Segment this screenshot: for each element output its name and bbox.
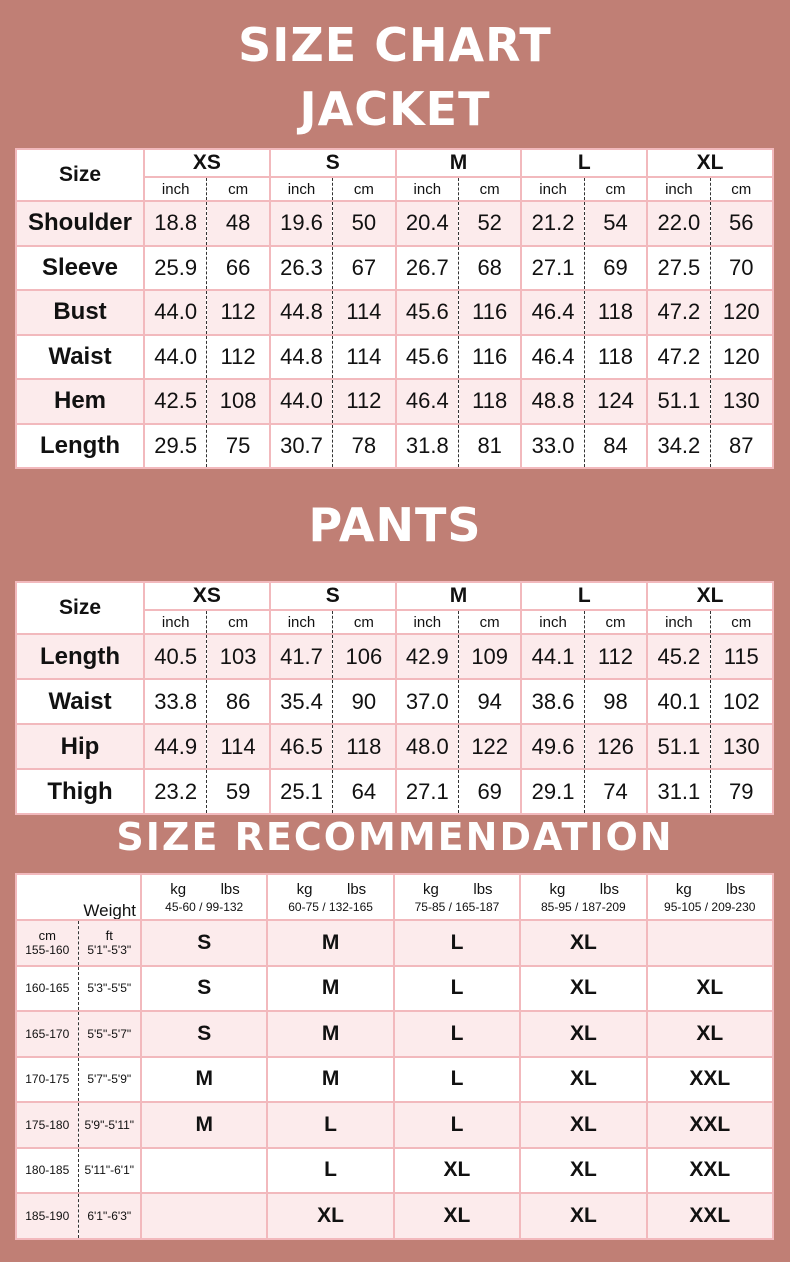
jacket-value-cell: 31.8 — [396, 424, 459, 469]
recommended-size: XL — [520, 1148, 646, 1194]
pants-row-waist — [16, 679, 773, 724]
recommended-size: L — [267, 1102, 393, 1148]
height-ft-cell — [78, 1102, 141, 1148]
rec-row — [16, 1011, 773, 1057]
pants-value-cell: 64 — [333, 769, 396, 814]
pants-value-cell: 59 — [207, 769, 270, 814]
jacket-value-cell: 120 — [710, 290, 773, 335]
size-recommendation-table — [15, 873, 774, 1240]
pants-measure-label: Length — [16, 634, 144, 679]
jacket-value-cell: 46.4 — [396, 379, 459, 424]
pants-value-cell: 45.2 — [647, 634, 710, 679]
jacket-measure-label: Length — [16, 424, 144, 469]
recommended-size: XL — [647, 966, 773, 1012]
weight-units — [268, 880, 392, 900]
height-ft-cell — [78, 1148, 141, 1194]
height-cm-cell — [16, 1148, 78, 1194]
jacket-value-cell: 26.7 — [396, 246, 459, 291]
jacket-value-cell: 42.5 — [144, 379, 207, 424]
recommendation-title: SIZE RECOMMENDATION — [116, 815, 674, 859]
jacket-row-sleeve — [16, 246, 773, 291]
pants-value-cell: 102 — [710, 679, 773, 724]
pants-value-cell: 115 — [710, 634, 773, 679]
jacket-value-cell: 112 — [207, 290, 270, 335]
pants-value-cell: 23.2 — [144, 769, 207, 814]
recommended-size: XL — [520, 920, 646, 966]
height-cm-range: 175-180 — [25, 1117, 70, 1132]
jacket-measure-label: Hem — [16, 379, 144, 424]
jacket-value-cell: 47.2 — [647, 335, 710, 380]
jacket-unit-cm: cm — [710, 177, 773, 201]
jacket-title: JACKET — [299, 82, 491, 136]
pants-value-cell: 130 — [710, 724, 773, 769]
recommended-size: L — [394, 920, 520, 966]
pants-value-cell: 44.9 — [144, 724, 207, 769]
pants-unit-cm: cm — [710, 610, 773, 634]
height-cm-cell — [16, 920, 78, 966]
weight-range-text: 95-105 / 209-230 — [664, 899, 756, 914]
jacket-value-cell: 21.2 — [521, 201, 584, 246]
recommended-size: M — [267, 966, 393, 1012]
jacket-value-cell: 78 — [333, 424, 396, 469]
height-cm-range: 155-160 — [25, 943, 70, 958]
pants-value-cell: 79 — [710, 769, 773, 814]
pants-value-cell: 40.1 — [647, 679, 710, 724]
pants-size-label: Size — [16, 582, 144, 634]
jacket-size-xl: XL — [647, 149, 773, 177]
pants-row-thigh — [16, 769, 773, 814]
jacket-size-label: Size — [16, 149, 144, 201]
pants-value-cell: 49.6 — [521, 724, 584, 769]
pants-size-l: L — [521, 582, 647, 610]
pants-value-cell: 31.1 — [647, 769, 710, 814]
pants-unit-cm: cm — [458, 610, 521, 634]
pants-unit-cm: cm — [207, 610, 270, 634]
pants-header-row — [16, 582, 773, 610]
height-cm-cell — [16, 1011, 78, 1057]
recommended-size — [647, 920, 773, 966]
weight-range-4 — [520, 874, 646, 920]
rec-row — [16, 1102, 773, 1148]
height-ft-range: 5'9"-5'11" — [84, 1117, 135, 1132]
rec-row — [16, 1193, 773, 1239]
jacket-value-cell: 34.2 — [647, 424, 710, 469]
jacket-value-cell: 47.2 — [647, 290, 710, 335]
weight-range-3 — [394, 874, 520, 920]
pants-value-cell: 42.9 — [396, 634, 459, 679]
jacket-unit-cm: cm — [458, 177, 521, 201]
recommended-size — [141, 1148, 267, 1194]
jacket-unit-cm: cm — [333, 177, 396, 201]
recommended-size: XL — [520, 1102, 646, 1148]
jacket-value-cell: 118 — [584, 335, 647, 380]
height-ft-range: 5'3"-5'5" — [87, 981, 132, 996]
lbs-label: lbs — [473, 880, 493, 898]
pants-unit-cm: cm — [584, 610, 647, 634]
height-cm-cell — [16, 1057, 78, 1103]
jacket-unit-inch: inch — [521, 177, 584, 201]
jacket-value-cell: 44.0 — [144, 290, 207, 335]
jacket-value-cell: 84 — [584, 424, 647, 469]
jacket-value-cell: 45.6 — [396, 335, 459, 380]
recommended-size: XL — [394, 1193, 520, 1239]
rec-row — [16, 920, 773, 966]
recommended-size: XL — [394, 1148, 520, 1194]
height-ft-cell — [78, 1057, 141, 1103]
weight-range-text: 85-95 / 187-209 — [541, 899, 626, 914]
recommended-size: XXL — [647, 1057, 773, 1103]
jacket-unit-inch: inch — [144, 177, 207, 201]
recommended-size: L — [394, 966, 520, 1012]
jacket-row-waist — [16, 335, 773, 380]
height-ft-range: 5'1"-5'3" — [87, 943, 132, 958]
jacket-row-shoulder — [16, 201, 773, 246]
jacket-header-row — [16, 149, 773, 177]
jacket-value-cell: 112 — [333, 379, 396, 424]
recommended-size: XL — [520, 1011, 646, 1057]
rec-row — [16, 1057, 773, 1103]
recommended-size: XXL — [647, 1148, 773, 1194]
jacket-value-cell: 33.0 — [521, 424, 584, 469]
main-title: SIZE CHART — [238, 18, 552, 72]
recommended-size: XL — [520, 966, 646, 1012]
recommended-size: S — [141, 1011, 267, 1057]
recommended-size: M — [267, 1011, 393, 1057]
recommended-size: XXL — [647, 1102, 773, 1148]
pants-value-cell: 44.1 — [521, 634, 584, 679]
jacket-unit-cm: cm — [207, 177, 270, 201]
lbs-label: lbs — [220, 880, 240, 898]
rec-row — [16, 966, 773, 1012]
height-cm-range: 180-185 — [25, 1163, 70, 1178]
cm-unit-label: cm — [38, 928, 56, 944]
weight-units — [142, 880, 266, 900]
height-ft-cell — [78, 1011, 141, 1057]
jacket-row-bust — [16, 290, 773, 335]
jacket-value-cell: 87 — [710, 424, 773, 469]
jacket-value-cell: 112 — [207, 335, 270, 380]
recommended-size: XL — [647, 1011, 773, 1057]
recommended-size: L — [267, 1148, 393, 1194]
jacket-value-cell: 120 — [710, 335, 773, 380]
pants-value-cell: 98 — [584, 679, 647, 724]
recommended-size — [141, 1193, 267, 1239]
weight-units — [395, 880, 519, 900]
pants-value-cell: 38.6 — [521, 679, 584, 724]
lbs-label: lbs — [346, 880, 367, 898]
pants-unit-inch: inch — [521, 610, 584, 634]
pants-value-cell: 103 — [207, 634, 270, 679]
pants-value-cell: 94 — [458, 679, 521, 724]
jacket-value-cell: 130 — [710, 379, 773, 424]
jacket-measure-label: Bust — [16, 290, 144, 335]
pants-size-xs: XS — [144, 582, 270, 610]
pants-value-cell: 48.0 — [396, 724, 459, 769]
weight-range-2 — [267, 874, 393, 920]
kg-label: kg — [675, 880, 692, 898]
weight-units — [521, 880, 645, 900]
height-cm-range: 165-170 — [25, 1026, 70, 1041]
recommended-size: XL — [520, 1193, 646, 1239]
jacket-value-cell: 26.3 — [270, 246, 333, 291]
height-cm-range: 170-175 — [25, 1072, 70, 1087]
weight-range-text: 75-85 / 165-187 — [414, 899, 500, 914]
height-cm-range: 185-190 — [25, 1208, 70, 1223]
kg-label: kg — [296, 880, 313, 898]
jacket-value-cell: 70 — [710, 246, 773, 291]
pants-value-cell: 122 — [458, 724, 521, 769]
kg-label: kg — [549, 880, 566, 898]
height-cm-range: 160-165 — [25, 981, 70, 996]
pants-row-length — [16, 634, 773, 679]
jacket-row-hem — [16, 379, 773, 424]
rec-row — [16, 1148, 773, 1194]
pants-size-s: S — [270, 582, 396, 610]
height-ft-range: 5'5"-5'7" — [87, 1026, 132, 1041]
pants-value-cell: 41.7 — [270, 634, 333, 679]
jacket-unit-inch: inch — [396, 177, 459, 201]
pants-value-cell: 27.1 — [396, 769, 459, 814]
recommended-size: L — [394, 1011, 520, 1057]
pants-value-cell: 25.1 — [270, 769, 333, 814]
pants-unit-inch: inch — [647, 610, 710, 634]
pants-value-cell: 106 — [333, 634, 396, 679]
jacket-value-cell: 75 — [207, 424, 270, 469]
pants-value-cell: 69 — [458, 769, 521, 814]
jacket-unit-inch: inch — [270, 177, 333, 201]
jacket-value-cell: 44.0 — [270, 379, 333, 424]
jacket-value-cell: 44.0 — [144, 335, 207, 380]
jacket-value-cell: 20.4 — [396, 201, 459, 246]
pants-value-cell: 126 — [584, 724, 647, 769]
jacket-value-cell: 116 — [458, 290, 521, 335]
jacket-size-l: L — [521, 149, 647, 177]
jacket-measure-label: Waist — [16, 335, 144, 380]
pants-value-cell: 112 — [584, 634, 647, 679]
jacket-unit-cm: cm — [584, 177, 647, 201]
jacket-unit-inch: inch — [647, 177, 710, 201]
recommended-size: S — [141, 966, 267, 1012]
jacket-value-cell: 69 — [584, 246, 647, 291]
pants-unit-inch: inch — [270, 610, 333, 634]
weight-range-text: 60-75 / 132-165 — [288, 899, 373, 914]
pants-unit-cm: cm — [333, 610, 396, 634]
jacket-value-cell: 118 — [458, 379, 521, 424]
weight-range-5 — [647, 874, 773, 920]
jacket-value-cell: 116 — [458, 335, 521, 380]
jacket-value-cell: 118 — [584, 290, 647, 335]
jacket-measure-label: Sleeve — [16, 246, 144, 291]
jacket-size-s: S — [270, 149, 396, 177]
jacket-value-cell: 54 — [584, 201, 647, 246]
recommended-size: M — [141, 1057, 267, 1103]
jacket-measure-label: Shoulder — [16, 201, 144, 246]
jacket-value-cell: 45.6 — [396, 290, 459, 335]
jacket-value-cell: 44.8 — [270, 335, 333, 380]
kg-label: kg — [423, 880, 439, 898]
jacket-value-cell: 25.9 — [144, 246, 207, 291]
height-ft-cell — [78, 920, 141, 966]
pants-size-table — [15, 581, 774, 815]
rec-corner-cell — [16, 874, 141, 920]
pants-value-cell: 40.5 — [144, 634, 207, 679]
jacket-value-cell: 48.8 — [521, 379, 584, 424]
recommended-size: L — [394, 1057, 520, 1103]
jacket-value-cell: 29.5 — [144, 424, 207, 469]
jacket-value-cell: 19.6 — [270, 201, 333, 246]
jacket-value-cell: 108 — [207, 379, 270, 424]
jacket-size-xs: XS — [144, 149, 270, 177]
ft-unit-label: ft — [105, 928, 113, 944]
pants-unit-inch: inch — [396, 610, 459, 634]
pants-size-m: M — [396, 582, 522, 610]
height-cm-cell — [16, 966, 78, 1012]
recommended-size: S — [141, 920, 267, 966]
jacket-value-cell: 67 — [333, 246, 396, 291]
jacket-value-cell: 27.5 — [647, 246, 710, 291]
weight-range-text: 45-60 / 99-132 — [165, 899, 244, 914]
rec-header-row — [16, 874, 773, 920]
pants-measure-label: Waist — [16, 679, 144, 724]
jacket-value-cell: 51.1 — [647, 379, 710, 424]
lbs-label: lbs — [599, 880, 619, 898]
jacket-size-table — [15, 148, 774, 469]
lbs-label: lbs — [726, 880, 746, 898]
pants-measure-label: Thigh — [16, 769, 144, 814]
jacket-value-cell: 114 — [333, 290, 396, 335]
weight-units — [648, 880, 772, 900]
jacket-value-cell: 124 — [584, 379, 647, 424]
jacket-value-cell: 66 — [207, 246, 270, 291]
recommended-size: M — [267, 920, 393, 966]
jacket-value-cell: 18.8 — [144, 201, 207, 246]
pants-value-cell: 114 — [207, 724, 270, 769]
jacket-value-cell: 22.0 — [647, 201, 710, 246]
pants-value-cell: 86 — [207, 679, 270, 724]
pants-title: PANTS — [308, 498, 482, 552]
pants-value-cell: 46.5 — [270, 724, 333, 769]
jacket-row-length — [16, 424, 773, 469]
recommended-size: M — [267, 1057, 393, 1103]
jacket-value-cell: 44.8 — [270, 290, 333, 335]
jacket-value-cell: 81 — [458, 424, 521, 469]
pants-value-cell: 90 — [333, 679, 396, 724]
recommended-size: XL — [267, 1193, 393, 1239]
recommended-size: M — [141, 1102, 267, 1148]
height-ft-cell — [78, 966, 141, 1012]
pants-value-cell: 74 — [584, 769, 647, 814]
kg-label: kg — [170, 880, 187, 898]
jacket-value-cell: 46.4 — [521, 290, 584, 335]
pants-measure-label: Hip — [16, 724, 144, 769]
pants-unit-inch: inch — [144, 610, 207, 634]
height-cm-cell — [16, 1102, 78, 1148]
recommended-size: XXL — [647, 1193, 773, 1239]
jacket-value-cell: 68 — [458, 246, 521, 291]
pants-value-cell: 51.1 — [647, 724, 710, 769]
pants-value-cell: 118 — [333, 724, 396, 769]
jacket-value-cell: 52 — [458, 201, 521, 246]
height-ft-range: 5'11"-6'1" — [84, 1163, 135, 1178]
jacket-value-cell: 46.4 — [521, 335, 584, 380]
pants-value-cell: 33.8 — [144, 679, 207, 724]
pants-value-cell: 109 — [458, 634, 521, 679]
pants-row-hip — [16, 724, 773, 769]
height-ft-cell — [78, 1193, 141, 1239]
jacket-value-cell: 30.7 — [270, 424, 333, 469]
pants-value-cell: 37.0 — [396, 679, 459, 724]
height-cm-cell — [16, 1193, 78, 1239]
weight-label: Weight — [83, 901, 136, 920]
jacket-value-cell: 114 — [333, 335, 396, 380]
jacket-value-cell: 48 — [207, 201, 270, 246]
jacket-value-cell: 50 — [333, 201, 396, 246]
recommended-size: L — [394, 1102, 520, 1148]
recommended-size: XL — [520, 1057, 646, 1103]
pants-value-cell: 29.1 — [521, 769, 584, 814]
jacket-value-cell: 27.1 — [521, 246, 584, 291]
height-ft-range: 6'1"-6'3" — [87, 1208, 132, 1223]
jacket-size-m: M — [396, 149, 522, 177]
jacket-value-cell: 56 — [710, 201, 773, 246]
weight-range-1 — [141, 874, 267, 920]
pants-size-xl: XL — [647, 582, 773, 610]
pants-value-cell: 35.4 — [270, 679, 333, 724]
height-ft-range: 5'7"-5'9" — [87, 1072, 132, 1087]
